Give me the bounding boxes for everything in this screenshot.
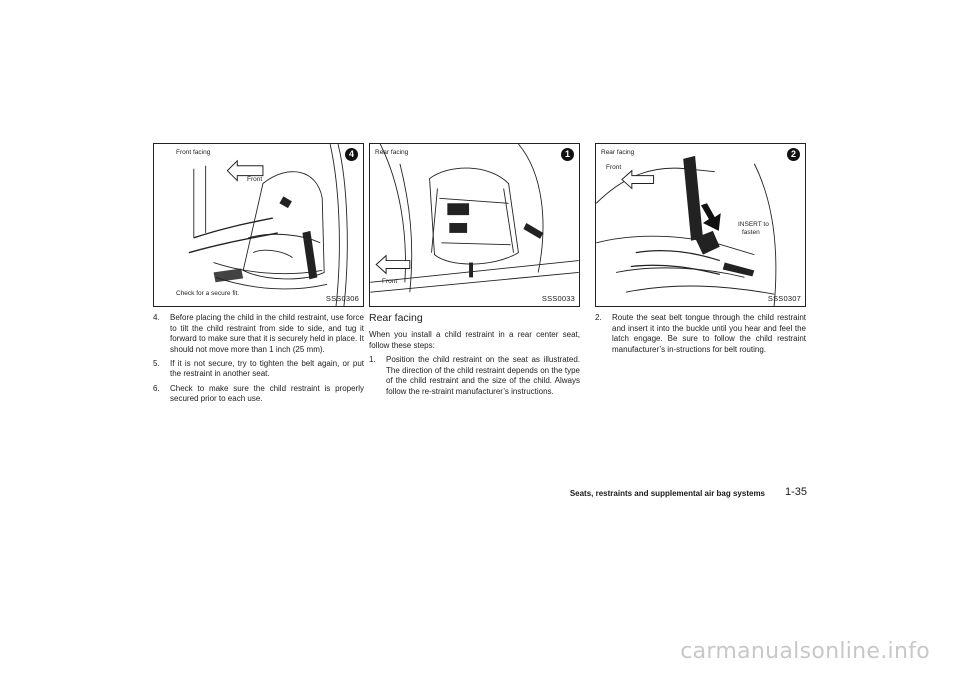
- list-item: 1. Position the child restraint on the seat as illustrated. The direction of the child restraint depends on the type of the child restraint and the size of the child. Always follow the re-straint manufacturer’s instructions.: [369, 355, 580, 396]
- list-item: 6. Check to make sure the child restraint is properly secured prior to each use.: [153, 383, 364, 404]
- figure-code: SSS0033: [541, 294, 575, 303]
- step-number-badge: 2: [787, 148, 800, 161]
- list-item: 5. If it is not secure, try to tighten the belt again, or put the restraint in another seat.: [153, 358, 364, 379]
- figure-label-insert: INSERT to: [738, 221, 769, 228]
- middle-text-column: [369, 312, 580, 401]
- page-footer: [507, 486, 807, 502]
- figure-label-check-fit: Check for a secure fit.: [176, 290, 240, 297]
- front-arrow-icon: [376, 256, 410, 274]
- figure-code: SSS0307: [767, 294, 801, 303]
- watermark: carmanualsonline.info: [680, 639, 930, 664]
- intro-paragraph: When you install a child restraint in a rear center seat, follow these steps:: [369, 330, 580, 350]
- list-item: 2. Route the seat belt tongue through the child restraint and insert it into the buckle until you hear and feel the latch engage. Be sure to follow the child restraint manufacturer’s in-structions for belt routing.: [595, 313, 806, 354]
- figure-label-rear-facing: Rear facing: [375, 149, 409, 156]
- step-number-badge: 4: [345, 148, 358, 161]
- figure-label-front: Front: [606, 164, 622, 171]
- child-seat-rear-facing-illustration: [370, 144, 579, 306]
- list-item: 4. Before placing the child in the child restraint, use force to tilt the child restraint from side to side, and tug it forward to make sure that it is securely held in place. It should not move more than 1 inch (25 mm).: [153, 313, 364, 354]
- figure-front-facing-secure-fit: [153, 143, 364, 307]
- step-number-badge: 1: [561, 148, 574, 161]
- figure-rear-facing-buckle: [595, 143, 806, 307]
- figure-label-rear-facing: Rear facing: [601, 149, 635, 156]
- front-arrow-icon: [622, 171, 654, 189]
- child-seat-front-facing-illustration: [154, 144, 363, 306]
- figure-label-front-facing: Front facing: [176, 149, 211, 156]
- section-heading: Rear facing: [369, 312, 423, 324]
- figure-code: SSS0306: [325, 294, 359, 303]
- figure-label-front: Front: [382, 278, 398, 285]
- left-text-column: [153, 313, 364, 408]
- page-number: 1-35: [784, 486, 807, 498]
- figure-label-fasten: fasten: [742, 229, 760, 236]
- insert-arrow-icon: [701, 203, 721, 231]
- seat-belt-buckle-illustration: [596, 144, 805, 306]
- right-text-column: [595, 313, 806, 359]
- figure-label-front: Front: [247, 176, 263, 183]
- figure-rear-facing-position: [369, 143, 580, 307]
- footer-section-title: Seats, restraints and supplemental air bag systems: [569, 489, 765, 498]
